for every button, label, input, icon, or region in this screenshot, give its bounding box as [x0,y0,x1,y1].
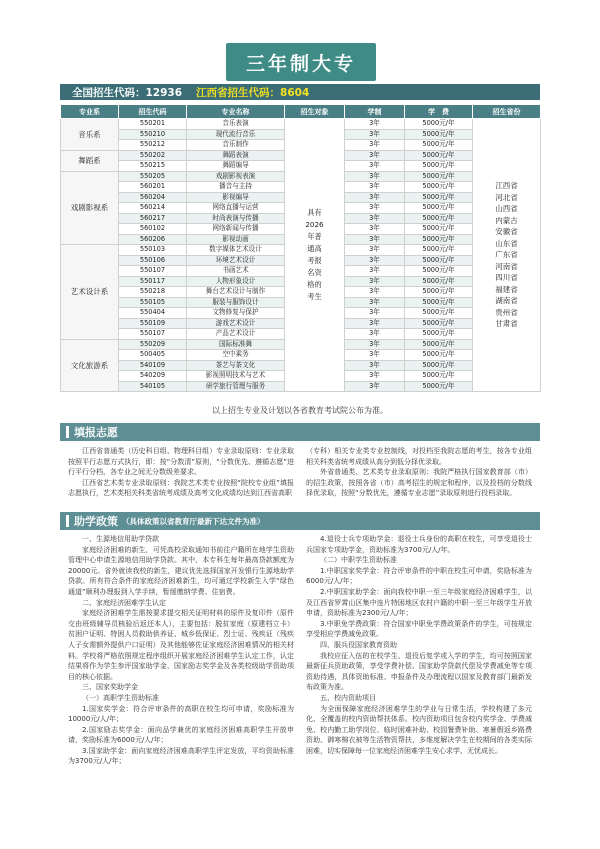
aid-paragraph: 3.中职免学费政策：符合国家中职免学费政策条件的学生，可按规定享受相应学费减免政策。 [306,619,532,639]
object-line: 格的 [307,280,322,289]
years-cell: 3年 [345,297,405,308]
aid-paragraph: 家庭经济困难的新生，可凭高校录取通知书前往户籍所在地学生资助管理中心申请生源地信用助学贷款。其中，本专科生每年最高贷款额度为20000元。省外就读我校的新生，建议优先选择国家开发银行生源地助学贷款。所有符合条件的家庭经济困难新生，均可通过学校新生入学“绿色通道”顺利办理报到入学手续，暂缓缴纳学费、住宿费。 [68,545,294,596]
header-object: 招生对象 [285,105,345,119]
code-cell: 500405 [119,350,187,361]
fee-cell: 5000元/年 [405,276,473,287]
code-cell: 550117 [119,276,187,287]
major-cell: 播音与主持 [187,182,285,193]
years-cell: 3年 [345,234,405,245]
province-line: 湖南省 [495,296,518,306]
fee-cell: 5000元/年 [405,203,473,214]
aid-heading: 三、国家奖助学金 [82,683,138,692]
years-cell: 3年 [345,150,405,161]
aid-right-column [306,534,532,756]
years-cell: 3年 [345,203,405,214]
fee-cell: 5000元/年 [405,171,473,182]
fee-cell: 5000元/年 [405,266,473,277]
table-note: 以上招生专业及计划以各省教育考试院公布为准。 [212,406,388,415]
code-cell: 560217 [119,213,187,224]
province-cell [473,119,541,392]
code-cell: 550201 [119,119,187,130]
years-cell: 3年 [345,213,405,224]
fee-cell: 5000元/年 [405,360,473,371]
apply-paragraph: 外省普通类、艺术类专业录取原则：我院严格执行国家教育部（市）的招生政策，按照各省（市）高考招生的规定和程序，以及投档的分数线择优录取，按照“分数优先，遵循专业志愿”录取原则进行投档录取。 [306,468,532,498]
major-cell: 环境艺术设计 [187,255,285,266]
major-cell: 游戏艺术设计 [187,318,285,329]
apply-left-column [68,446,294,499]
object-line: 通高 [307,244,322,253]
years-cell: 3年 [345,171,405,182]
national-code: 全国招生代码：12936 [72,86,183,99]
aid-heading: 五、校内资助项目 [320,693,376,702]
aid-paragraph: 4.退役士兵专项助学金：退役士兵身份的高职在校生，可享受退役士兵国家专项助学金，资助标准为3700元/人/年。 [306,535,532,554]
aid-paragraph: 为全面保障家庭经济困难学生的学业与日常生活，学校构建了多元化、全覆盖的校内资助帮扶体系。校内资助项目包含校内奖学金、学费减免、校内勤工助学岗位、临时困难补助、校园餐费补助、寒暑假返乡路费资助、御寒棉衣被等生活物资帮扶，多维度解决学生在校期间的各类实际困难，切实保障每一位家庭经济困难学生安心求学、无忧成长。 [306,704,532,755]
fee-cell: 5000元/年 [405,329,473,340]
major-cell: 影视动画 [187,234,285,245]
major-cell: 产品艺术设计 [187,329,285,340]
fee-cell: 5000元/年 [405,182,473,193]
dept-cell: 舞蹈系 [61,150,119,171]
object-line: 具有 [307,208,322,217]
code-cell: 550210 [119,129,187,140]
years-cell: 3年 [345,350,405,361]
section-marker-icon [66,426,69,438]
object-line: 考生 [307,292,322,301]
table-row [61,119,541,130]
major-cell: 舞蹈表演 [187,150,285,161]
code-cell: 550106 [119,255,187,266]
object-line: 2026 [305,220,324,229]
apply-paragraph: 江西省普通类（历史科目组、物理科目组）专业录取原则：专业录取按照平行志愿方式执行，即：按“分数清”原则，“分数优先、遵循志愿”进行平行分档，各专业之间无分数级差要求。 [68,447,294,477]
years-cell: 3年 [345,266,405,277]
fee-cell: 5000元/年 [405,234,473,245]
object-line: 年普 [307,232,322,241]
fee-cell: 5000元/年 [405,308,473,319]
major-cell: 文物修复与保护 [187,308,285,319]
code-cell: 560214 [119,203,187,214]
object-cell [285,119,345,392]
years-cell: 3年 [345,381,405,392]
aid-paragraph: 家庭经济困难学生需按要求提交相关证明材料的原件及复印件（原件交由班级辅导员核验后返还本人），主要包括：脱贫家庭（原建档立卡）贫困户证明、特困人员救助供养证、城乡低保证、烈士证、残疾证（残疾人子女需额外提供户口证明）及其他能够佐证家庭经济困难情况的相关材料。学校将严格依照规定程序组织开展家庭经济困难学生认定工作，认定结果将作为学生参评国家助学金、国家励志奖学金及各类校级助学资助项目的核心依据。 [68,609,294,681]
province-line: 四川省 [495,273,518,283]
fee-cell: 5000元/年 [405,224,473,235]
code-cell: 550215 [119,161,187,172]
major-cell: 茶艺与茶文化 [187,360,285,371]
fee-cell: 5000元/年 [405,119,473,130]
years-cell: 3年 [345,318,405,329]
fee-cell: 5000元/年 [405,371,473,382]
years-cell: 3年 [345,192,405,203]
aid-heading: （一）高职学生资助标准 [82,693,159,702]
aid-heading: 一、生源地信用助学贷款 [82,535,159,543]
years-cell: 3年 [345,161,405,172]
code-cell: 550212 [119,140,187,151]
years-cell: 3年 [345,245,405,256]
major-cell: 现代流行音乐 [187,129,285,140]
fee-cell: 5000元/年 [405,255,473,266]
fee-cell: 5000元/年 [405,140,473,151]
header-province: 招生省份 [473,105,541,119]
code-cell: 550109 [119,318,187,329]
aid-paragraph: 3.国家助学金：面向家庭经济困难高职学生评定发放，平均资助标准为3700元/人/年； [68,746,294,766]
major-cell: 影视编导 [187,192,285,203]
header-years: 学制 [345,105,405,119]
fee-cell: 5000元/年 [405,350,473,361]
section-apply-title: 填报志愿 [74,426,118,439]
years-cell: 3年 [345,276,405,287]
aid-paragraph: 2.中职国家助学金：面向我校中职一至三年级家庭经济困难学生，以及江西省罗霄山区集中连片特困地区农村户籍的中职一至三年级学生开放申请，资助标准为2300元/人/年； [306,587,532,618]
aid-paragraph: 1.中职国家奖学金：符合评审条件的中职在校生可申请，奖励标准为6000元/人/年； [306,566,532,586]
aid-left-column [68,534,294,767]
header-major: 专业名称 [187,105,285,119]
header-code: 招生代码 [119,105,187,119]
province-line: 河南省 [495,261,518,271]
years-cell: 3年 [345,329,405,340]
years-cell: 3年 [345,255,405,266]
section-aid-title: 助学政策 [74,515,118,528]
fee-cell: 5000元/年 [405,213,473,224]
code-cell: 550103 [119,245,187,256]
aid-heading: 二、家庭经济困难学生认定 [82,598,166,607]
years-cell: 3年 [345,360,405,371]
major-cell: 戏剧影视表演 [187,171,285,182]
province-line: 福建省 [495,284,518,294]
aid-heading: （二）中职学生资助标准 [320,556,397,565]
fee-cell: 5000元/年 [405,245,473,256]
years-cell: 3年 [345,224,405,235]
province-line: 河北省 [495,192,518,202]
dept-cell: 文化旅游系 [61,339,119,392]
section-apply-header [60,423,540,441]
jiangxi-code: 江西省招生代码：8604 [196,86,310,99]
object-line: 考报 [307,256,322,265]
code-cell: 550105 [119,297,187,308]
fee-cell: 5000元/年 [405,297,473,308]
fee-cell: 5000元/年 [405,339,473,350]
province-line: 安徽省 [495,227,518,237]
province-line: 江西省 [495,181,518,191]
years-cell: 3年 [345,140,405,151]
fee-cell: 5000元/年 [405,150,473,161]
major-cell: 影视照明技术与艺术 [187,371,285,382]
years-cell: 3年 [345,339,405,350]
aid-paragraph: 1.国家奖学金：符合评审条件的高职在校生均可申请，奖励标准为10000元/人/年； [68,704,294,724]
fee-cell: 5000元/年 [405,161,473,172]
years-cell: 3年 [345,287,405,298]
major-cell: 研学旅行管理与服务 [187,381,285,392]
object-line: 名资 [307,268,322,277]
years-cell: 3年 [345,182,405,193]
dept-cell: 音乐系 [61,119,119,151]
majors-table [60,104,541,392]
province-line: 广东省 [495,250,518,260]
fee-cell: 5000元/年 [405,129,473,140]
apply-right-column [306,446,532,499]
province-line: 山西省 [495,204,518,214]
code-cell: 550202 [119,150,187,161]
major-cell: 国际标准舞 [187,339,285,350]
province-line: 甘肃省 [495,319,518,329]
apply-paragraph: 江西省艺术类专业录取原则：我院艺术类专业按照“院校专业组”填报志愿执行，艺术类相关科类省统考成绩及高考文化成绩均达到江西省高职 [68,478,294,498]
table-header-row [61,105,541,119]
section-aid-subtitle: （具体政策以省教育厅最新下达文件为准） [122,516,265,526]
header-dept: 专业系 [61,105,119,119]
code-cell: 550404 [119,308,187,319]
province-line: 山东省 [495,238,518,248]
major-cell: 网络新闻与传播 [187,224,285,235]
major-cell: 舞台艺术设计与制作 [187,287,285,298]
code-cell: 560102 [119,224,187,235]
code-cell: 540209 [119,371,187,382]
header-fee: 学 费 [405,105,473,119]
major-cell: 时尚表演与传播 [187,213,285,224]
years-cell: 3年 [345,308,405,319]
code-cell: 550205 [119,171,187,182]
code-cell: 540109 [119,360,187,371]
enrollment-code-bar [60,84,540,100]
code-cell: 550209 [119,339,187,350]
major-cell: 空中乘务 [187,350,285,361]
years-cell: 3年 [345,371,405,382]
page-title: 三年制大专 [226,43,376,81]
code-cell: 560206 [119,234,187,245]
major-cell: 音乐表演 [187,119,285,130]
major-cell: 音乐制作 [187,140,285,151]
fee-cell: 5000元/年 [405,318,473,329]
major-cell: 书画艺术 [187,266,285,277]
section-marker-icon [66,515,69,527]
code-cell: 560201 [119,182,187,193]
province-line: 贵州省 [495,307,518,317]
code-cell: 560204 [119,192,187,203]
dept-cell: 艺术设计系 [61,245,119,340]
aid-paragraph: 我校应征入伍的在校学生、退役后复学或入学的学生，均可按照国家最新征兵资助政策，享受学费补偿、国家助学贷款代偿及学费减免等专项资助待遇，具体资助标准、申报条件及办理流程以国家及教育部门最新发布政策为准。 [306,651,532,692]
fee-cell: 5000元/年 [405,381,473,392]
major-cell: 人物形象设计 [187,276,285,287]
fee-cell: 5000元/年 [405,192,473,203]
aid-paragraph: 2.国家励志奖学金：面向品学兼优的家庭经济困难高职学生开放申请，奖励标准为6000元/人/年； [68,725,294,745]
aid-heading: 四、服兵役国家教育资助 [320,640,397,649]
major-cell: 服装与服饰设计 [187,297,285,308]
code-cell: 550107 [119,329,187,340]
apply-paragraph: （专科）相关专业类专业控制线，对投档至我院志愿的考生，按各专业组相关科类省统考成绩从高分到低分择优录取。 [306,447,532,466]
fee-cell: 5000元/年 [405,287,473,298]
section-aid-header [60,512,540,530]
years-cell: 3年 [345,119,405,130]
code-cell: 540105 [119,381,187,392]
code-cell: 550107 [119,266,187,277]
major-cell: 网络直播与运营 [187,203,285,214]
major-cell: 数字媒体艺术设计 [187,245,285,256]
years-cell: 3年 [345,129,405,140]
code-cell: 550218 [119,287,187,298]
dept-cell: 戏剧影视系 [61,171,119,245]
province-line: 内蒙古 [495,215,518,225]
major-cell: 舞蹈编导 [187,161,285,172]
